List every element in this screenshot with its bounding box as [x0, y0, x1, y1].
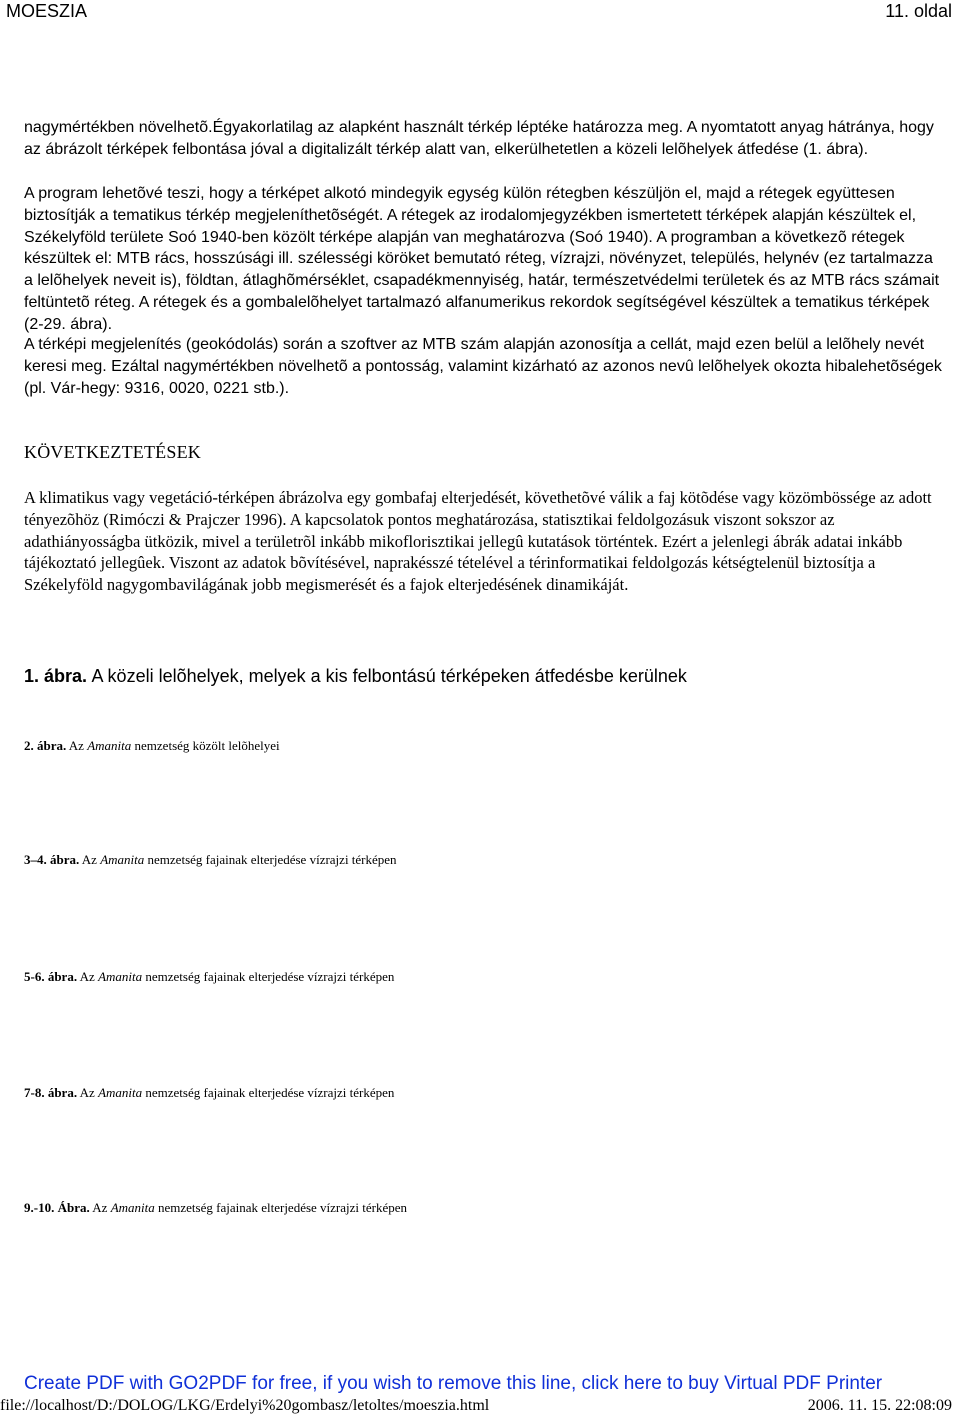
paragraph-1: nagymértékben növelhetõ.Égyakorlatilag az alapként használt térkép léptéke határozza meg. A nyomtatott anyag hátránya, hogy az ábrázolt térképek felbontása jóval a digitalizált térkép alatt van, elkerülhetetlen a közeli lelõhelyek átfedése (1. ábra).	[24, 119, 934, 158]
pdf-printer-link[interactable]: Create PDF with GO2PDF for free, if you wish to remove this line, click here to buy Virtual PDF Printer	[24, 1373, 883, 1394]
figure-label: 9.-10. Ábra.	[24, 1200, 90, 1215]
figure-pre: Az	[68, 738, 84, 753]
figure-text: nemzetség fajainak elterjedése vízrajzi térképen	[147, 852, 397, 867]
figure-1-text: A közeli lelõhelyek, melyek a kis felbontású térképeken átfedésbe kerülnek	[91, 666, 687, 686]
figure-genus: Amanita	[100, 852, 145, 867]
figure-text: nemzetség fajainak elterjedése vízrajzi térképen	[158, 1200, 408, 1215]
figure-1-caption	[24, 665, 687, 687]
figure-7-8-caption	[24, 1085, 394, 1101]
header-title: MOESZIA	[6, 1, 88, 21]
figure-genus: Amanita	[98, 969, 143, 984]
footer-datetime: 2006. 11. 15. 22:08:09	[807, 1397, 952, 1414]
paragraph-3: A térképi megjelenítés (geokódolás) során a szoftver az MTB szám alapján azonosítja a cellát, majd ezen belül a lelõhely nevét keresi meg. Ezáltal nagymértékben növelhetõ a pontosság, valamint kizárható az azonos nevû lelõhelyek okozta hibalehetõségek (pl. Vár-hegy: 9316, 0020, 0221 stb.).	[24, 336, 942, 397]
figure-pre: Az	[79, 969, 95, 984]
figure-genus: Amanita	[87, 738, 132, 753]
figure-9-10-caption	[24, 1200, 407, 1216]
figure-genus: Amanita	[98, 1085, 143, 1100]
figure-text: nemzetség fajainak elterjedése vízrajzi térképen	[145, 969, 395, 984]
figure-genus: Amanita	[110, 1200, 155, 1215]
figure-label: 2. ábra.	[24, 738, 67, 753]
page-footer	[0, 1396, 960, 1418]
figure-2-caption	[24, 738, 280, 754]
figure-pre: Az	[92, 1200, 108, 1215]
section-heading: KÖVETKEZTETÉSEK	[24, 442, 201, 462]
figure-pre: Az	[81, 852, 97, 867]
paragraph-conclusions: A klimatikus vagy vegetáció-térképen ábrázolva egy gombafaj elterjedését, követhetõvé válik a faj kötõdése vagy közömbössége az adott tényezõhöz (Rimóczi & Prajczer 1996). A kapcsolatok pontos meghatározása, statisztikai feldolgozásuk viszont sokszor az adathiányosságba ütközik, mivel a területrõl inkább mikoflorisztikai jellegû kutatások történtek. Ezért a jelenlegi ábrák adatai inkább tájékoztató jellegûek. Viszont az adatok bõvítésével, naprakésszé tételével a térinformatikai feldolgozás kétségtelenül biztosítja a Székelyföld nagygombavilágának jobb megismerését és a fajok elterjedésének dinamikáját.	[24, 488, 932, 595]
figure-3-4-caption	[24, 852, 397, 868]
figure-label: 3–4. ábra.	[24, 852, 80, 867]
figure-5-6-caption	[24, 969, 394, 985]
figure-text: nemzetség fajainak elterjedése vízrajzi térképen	[145, 1085, 395, 1100]
header-page-number: 11. oldal	[885, 1, 952, 21]
figure-label: 5-6. ábra.	[24, 969, 78, 984]
footer-url: file://localhost/D:/DOLOG/LKG/Erdelyi%20gombasz/letoltes/moeszia.html	[0, 1397, 490, 1414]
figure-pre: Az	[79, 1085, 95, 1100]
figure-label: 7-8. ábra.	[24, 1085, 78, 1100]
paragraph-2: A program lehetõvé teszi, hogy a térképet alkotó mindegyik egység külön rétegben készüljön el, majd a rétegek együttesen biztosítják a tematikus térkép megjeleníthetõségét. A rétegek az irodalomjegyzékben ismertetett térképek alapján készültek el, Székelyföld területe Soó 1940-ben közölt térképe alapján van meghatározva (Soó 1940). A programban a következõ rétegek készültek el: MTB rács, hosszúsági ill. szélességi köröket bemutató réteg, vízrajzi, növényzet, település, helynév (ez tartalmazza a lelõhelyek neveit is), földtan, átlaghõmérséklet, csapadékmennyiség, határ, természetvédelmi területek és az MTB rács számait feltüntetõ réteg. A rétegek és a gombalelõhelyet tartalmazó alfanumerikus rekordok segítségével készültek a tematikus térképek (2-29. ábra).	[24, 185, 940, 333]
figure-1-label: 1. ábra.	[24, 666, 88, 686]
page-header	[0, 0, 960, 22]
figure-text: nemzetség közölt lelõhelyei	[134, 738, 280, 753]
